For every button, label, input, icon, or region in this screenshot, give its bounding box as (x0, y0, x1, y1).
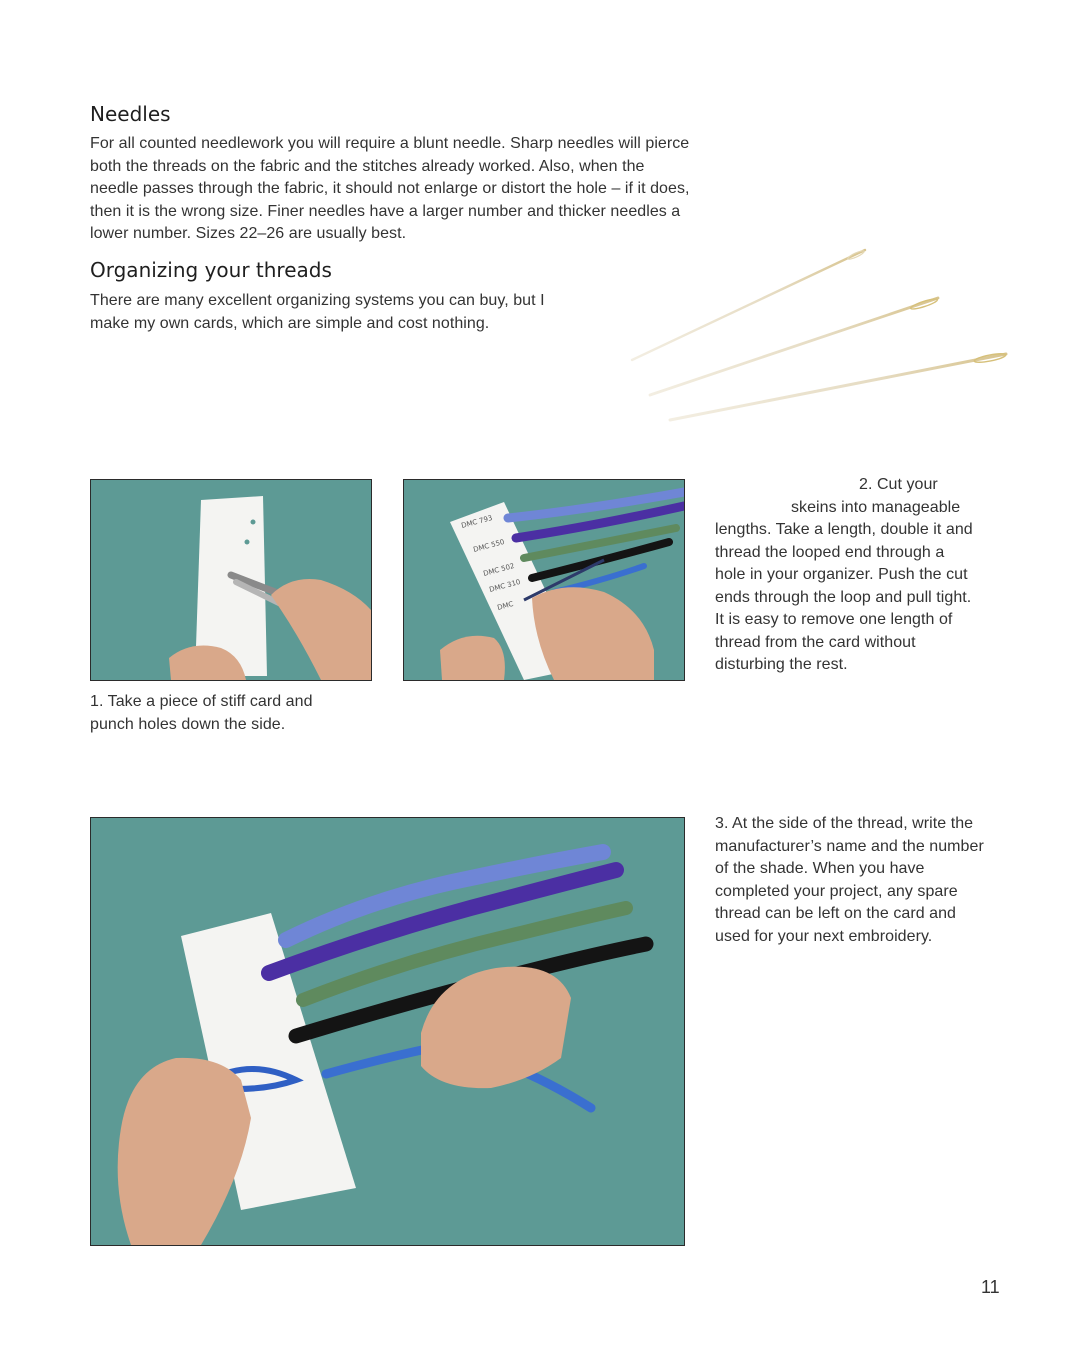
card-label: DMC 502 (482, 561, 516, 578)
needle-2 (650, 297, 938, 395)
card-label: DMC 793 (460, 513, 494, 530)
needle-3 (670, 352, 1006, 420)
needles-paragraph: For all counted needlework you will require a blunt needle. Sharp needles will pierce both the threads on the fabric and the stitches already worked. Also, when the needle passes through the fabric, it should not enlarge or distort the hole – if it does, then it is the wrong size. Finer needles have a larger number and thicker needles a lower number. Sizes 22–26 are usually best. (90, 135, 690, 242)
photo-card-with-threads (90, 817, 685, 1246)
organizing-heading: Organizing your threads (90, 258, 332, 282)
photo-write-labels (403, 479, 685, 681)
step2-body: lengths. Take a length, double it and thread the looped end through a hole in your organizer. Push the cut ends through the loop and pull tight. It is easy to remove one length of thread from the card without disturbing the rest. (715, 521, 973, 673)
needle-1 (632, 249, 865, 360)
card-label: DMC (496, 599, 515, 612)
page-number: 11 (981, 1277, 1000, 1297)
step1-caption: 1. Take a piece of stiff card and punch holes down the side. (90, 693, 313, 733)
organizing-paragraph: There are many excellent organizing systems you can buy, but I make my own cards, which are simple and cost nothing. (90, 292, 545, 332)
needles-illustration (620, 238, 1020, 438)
photo-punch-holes (90, 479, 372, 681)
card-label: DMC 310 (488, 577, 522, 594)
step2-caption (715, 474, 1000, 677)
punched-hole (251, 520, 256, 525)
needles-heading: Needles (90, 102, 171, 126)
step2-line1: 2. Cut your (859, 476, 938, 493)
step3-caption: 3. At the side of the thread, write the manufacturer’s name and the number of the shade. When you have completed your project, any spare thread can be left on the card and used for your next embroidery. (715, 815, 984, 945)
punched-hole (245, 540, 250, 545)
card-label: DMC 550 (472, 537, 506, 554)
step2-line2: skeins into manageable (791, 498, 961, 516)
